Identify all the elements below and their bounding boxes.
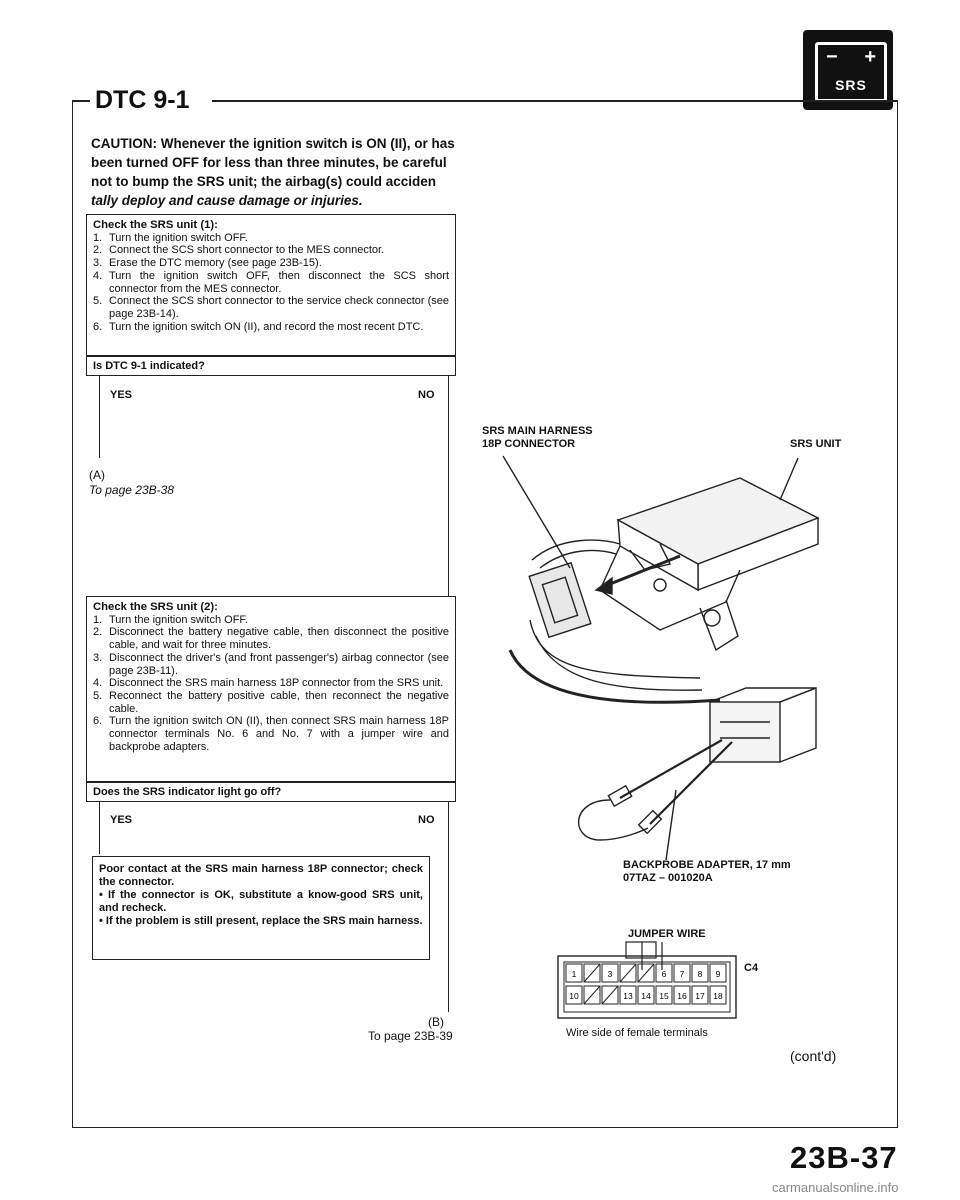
harness-label: SRS MAIN HARNESS 18P CONNECTOR <box>482 425 593 450</box>
footer-watermark: carmanualsonline.info <box>772 1180 899 1195</box>
terminal-number: 15 <box>659 991 669 1001</box>
srs-badge-frame <box>815 42 887 102</box>
yes-branch-line-2 <box>99 802 100 854</box>
terminal-number: 10 <box>569 991 579 1001</box>
terminal-number: 1 <box>571 969 577 979</box>
check1-title: Check the SRS unit (1): <box>93 219 218 231</box>
srs-badge <box>803 30 893 110</box>
check1-step: 3. Erase the DTC memory (see page 23B-15). <box>93 257 322 270</box>
c4-connector-diagram <box>556 940 746 1024</box>
terminal-number: 3 <box>607 969 613 979</box>
check1-question: Is DTC 9-1 indicated? <box>86 356 456 376</box>
poor-contact-box <box>92 856 430 960</box>
terminal-number: 14 <box>641 991 651 1001</box>
caution-emphasis: tally deploy and cause damage or injuries. <box>91 193 363 208</box>
ref-b-page: To page 23B-39 <box>368 1029 453 1043</box>
badge-label: SRS <box>835 77 867 93</box>
jumper-wire-label: JUMPER WIRE <box>628 928 706 940</box>
terminal-number: 7 <box>679 969 685 979</box>
check2-step: 6. Turn the ignition switch ON (II), then connect SRS main harness 18P connector terminals No. 6 and No. 7 with a jumper wire and backprobe adapters. <box>93 715 449 753</box>
terminal-number: 16 <box>677 991 687 1001</box>
yes-label-2: YES <box>110 814 133 826</box>
check2-step: 4. Disconnect the SRS main harness 18P connector from the SRS unit. <box>93 677 444 690</box>
no-label-1: NO <box>418 389 435 401</box>
check1-steps <box>93 232 449 334</box>
blank-terminal-mark <box>638 964 654 982</box>
poor-contact-line: • If the problem is still present, replace the SRS main harness. <box>99 915 423 927</box>
connector-caption: Wire side of female terminals <box>566 1027 708 1039</box>
poor-contact-line: Poor contact at the SRS main harness 18P connector; check the connector. <box>99 863 423 888</box>
blank-terminal-mark <box>584 986 600 1004</box>
no-branch-line-2 <box>448 802 449 1012</box>
c4-cells <box>566 964 726 1004</box>
poor-contact-line: • If the connector is OK, substitute a know-good SRS unit, and recheck. <box>99 889 423 914</box>
connector-id: C4 <box>744 962 759 974</box>
ref-a-label: (A) <box>89 468 105 482</box>
continued-label: (cont'd) <box>790 1048 837 1064</box>
no-label-2: NO <box>418 814 435 826</box>
check1-step: 2. Connect the SCS short connector to the MES connector. <box>93 244 385 257</box>
check2-step: 5. Reconnect the battery positive cable, then reconnect the negative cable. <box>93 689 449 715</box>
blank-terminal-mark <box>584 964 600 982</box>
srs-unit-label: SRS UNIT <box>790 438 842 450</box>
terminal-number: 8 <box>697 969 703 979</box>
minus-icon: − <box>826 46 838 68</box>
check2-question: Does the SRS indicator light go off? <box>86 782 456 802</box>
check2-title: Check the SRS unit (2): <box>93 601 218 613</box>
ref-b-label: (B) <box>428 1015 444 1029</box>
page-number: 23B-37 <box>790 1140 898 1175</box>
terminal-number: 17 <box>695 991 705 1001</box>
terminal-number: 6 <box>661 969 667 979</box>
check1-step: 4. Turn the ignition switch OFF, then disconnect the SCS short connector from the MES connector. <box>93 269 449 295</box>
check1-step: 1. Turn the ignition switch OFF. <box>93 231 248 244</box>
no-branch-line-1 <box>448 376 449 596</box>
caution-text <box>91 134 463 210</box>
terminal-number: 13 <box>623 991 633 1001</box>
caution-body: CAUTION: Whenever the ignition switch is ON (II), or has been turned OFF for less than three minutes, be careful not to bump the SRS unit; the airbag(s) could acciden <box>91 136 455 189</box>
check2-step: 2. Disconnect the battery negative cable, then disconnect the positive cable, and wait for three minutes. <box>93 626 449 652</box>
check-srs-unit-2-box <box>86 596 456 782</box>
srs-unit-illustration <box>470 440 890 860</box>
terminal-number: 18 <box>713 991 723 1001</box>
blank-terminal-mark <box>620 964 636 982</box>
adapter-label: BACKPROBE ADAPTER, 17 mm 07TAZ – 001020A <box>623 859 791 884</box>
check1-step: 6. Turn the ignition switch ON (II), and record the most recent DTC. <box>93 320 424 333</box>
yes-label-1: YES <box>110 389 133 401</box>
check-srs-unit-1-box <box>86 214 456 356</box>
check2-step: 1. Turn the ignition switch OFF. <box>93 613 248 626</box>
check1-step: 5. Connect the SCS short connector to the service check connector (see page 23B-14). <box>93 295 449 320</box>
check2-steps <box>93 614 449 754</box>
yes-branch-line-1 <box>99 376 100 458</box>
plus-icon: + <box>864 46 876 68</box>
terminal-number: 9 <box>715 969 721 979</box>
check2-step: 3. Disconnect the driver's (and front passenger's) airbag connector (see page 23B-11). <box>93 651 449 677</box>
page-title: DTC 9-1 <box>95 86 190 114</box>
ref-a-page: To page 23B-38 <box>89 483 174 497</box>
blank-terminal-mark <box>602 986 618 1004</box>
